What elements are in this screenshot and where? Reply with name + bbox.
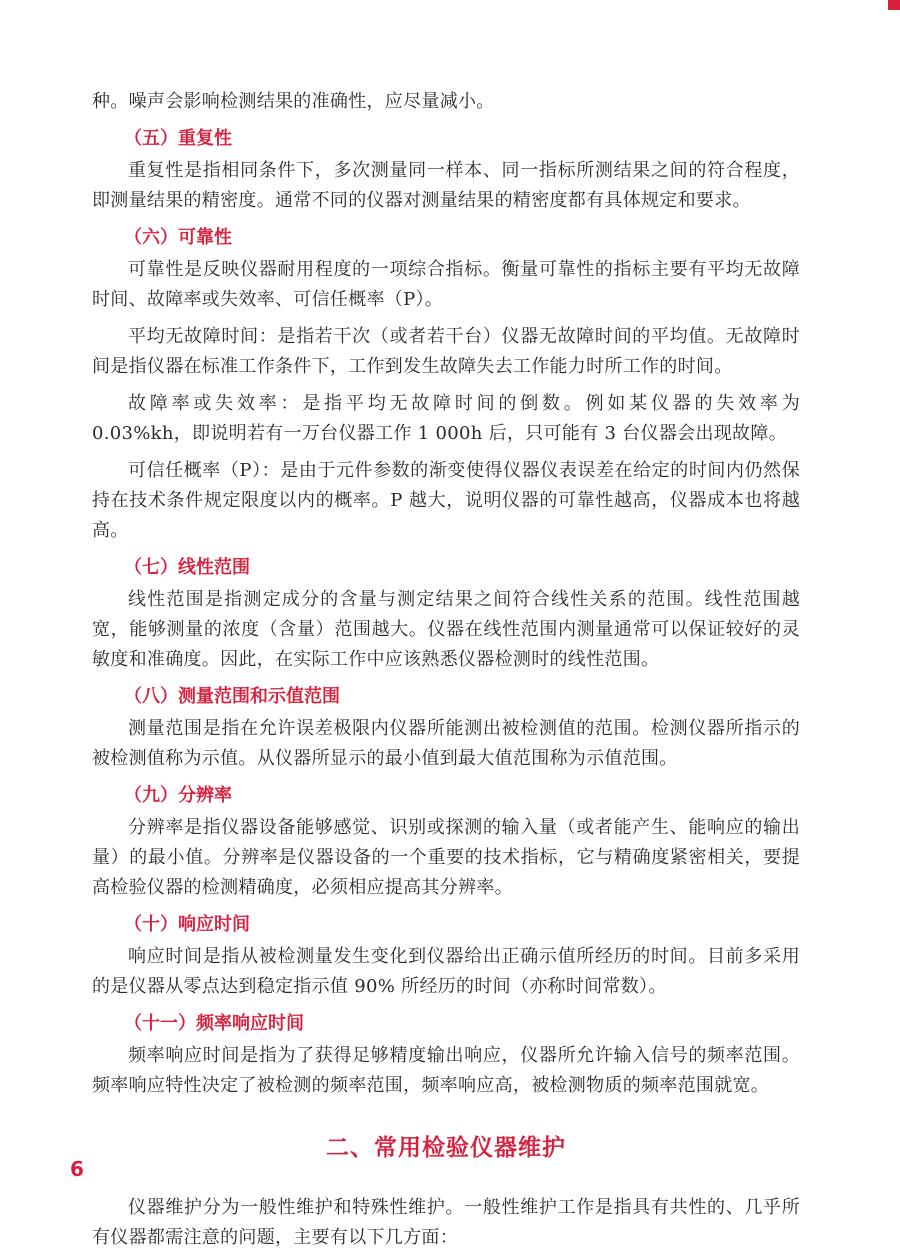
corner-mark (888, 0, 900, 10)
paragraph-frequency-response: 频率响应时间是指为了获得足够精度输出响应，仪器所允许输入信号的频率范围。频率响应特性决定了被检测的频率范围，频率响应高，被检测物质的频率范围就宽。 (92, 1045, 800, 1096)
page-content (92, 87, 800, 1260)
paragraph-linear-range: 线性范围是指测定成分的含量与测定结果之间符合线性关系的范围。线性范围越宽，能够测量的浓度（含量）范围越大。仪器在线性范围内测量通常可以保证较好的灵敏度和准确度。因此，在实际工作中应该熟悉仪器检测时的线性范围。 (92, 589, 800, 670)
section-heading-maintenance: 二、常用检验仪器维护 (326, 1135, 566, 1161)
paragraph-maintenance: 仪器维护分为一般性维护和特殊性维护。一般性维护工作是指具有共性的、几乎所有仪器都需注意的问题，主要有以下几方面： (92, 1197, 800, 1248)
page-number: 6 (70, 1157, 84, 1181)
heading-linear-range: （七）线性范围 (124, 557, 250, 578)
paragraph-mtbf: 平均无故障时间：是指若干次（或者若干台）仪器无故障时间的平均值。无故障时间是指仪器在标准工作条件下，工作到发生故障失去工作能力时所工作的时间。 (92, 326, 800, 377)
heading-repeatability: （五）重复性 (124, 128, 232, 149)
paragraph-repeatability: 重复性是指相同条件下，多次测量同一样本、同一指标所测结果之间的符合程度，即测量结果的精密度。通常不同的仪器对测量结果的精密度都有具体规定和要求。 (92, 160, 800, 211)
paragraph-failure-rate: 故障率或失效率：是指平均无故障时间的倒数。例如某仪器的失效率为 0.03%kh，即说明若有一万台仪器工作 1 000h 后，只可能有 3 台仪器会出现故障。 (92, 393, 800, 444)
heading-reliability: （六）可靠性 (124, 227, 232, 248)
paragraph-reliability: 可靠性是反映仪器耐用程度的一项综合指标。衡量可靠性的指标主要有平均无故障时间、故障率或失效率、可信任概率（P）。 (92, 259, 800, 310)
heading-resolution: （九）分辨率 (124, 785, 232, 806)
paragraph-resolution: 分辨率是指仪器设备能够感觉、识别或探测的输入量（或者能产生、能响应的输出量）的最小值。分辨率是仪器设备的一个重要的技术指标，它与精确度紧密相关，要提高检验仪器的检测精确度，必须相应提高其分辨率。 (92, 817, 800, 898)
heading-measurement-range: （八）测量范围和示值范围 (124, 686, 340, 707)
paragraph-trust-probability: 可信任概率（P）：是由于元件参数的渐变使得仪器仪表误差在给定的时间内仍然保持在技术条件规定限度以内的概率。P 越大，说明仪器的可靠性越高，仪器成本也将越高。 (92, 460, 800, 541)
heading-response-time: （十）响应时间 (124, 914, 250, 935)
paragraph-response-time: 响应时间是指从被检测量发生变化到仪器给出正确示值所经历的时间。目前多采用的是仪器从零点达到稳定指示值 90% 所经历的时间（亦称时间常数）。 (92, 946, 800, 997)
paragraph-measurement-range: 测量范围是指在允许误差极限内仪器所能测出被检测值的范围。检测仪器所指示的被检测值称为示值。从仪器所显示的最小值到最大值范围称为示值范围。 (92, 718, 800, 769)
paragraph-continued: 种。噪声会影响检测结果的准确性，应尽量减小。 (92, 91, 495, 112)
heading-frequency-response: （十一）频率响应时间 (124, 1013, 304, 1034)
